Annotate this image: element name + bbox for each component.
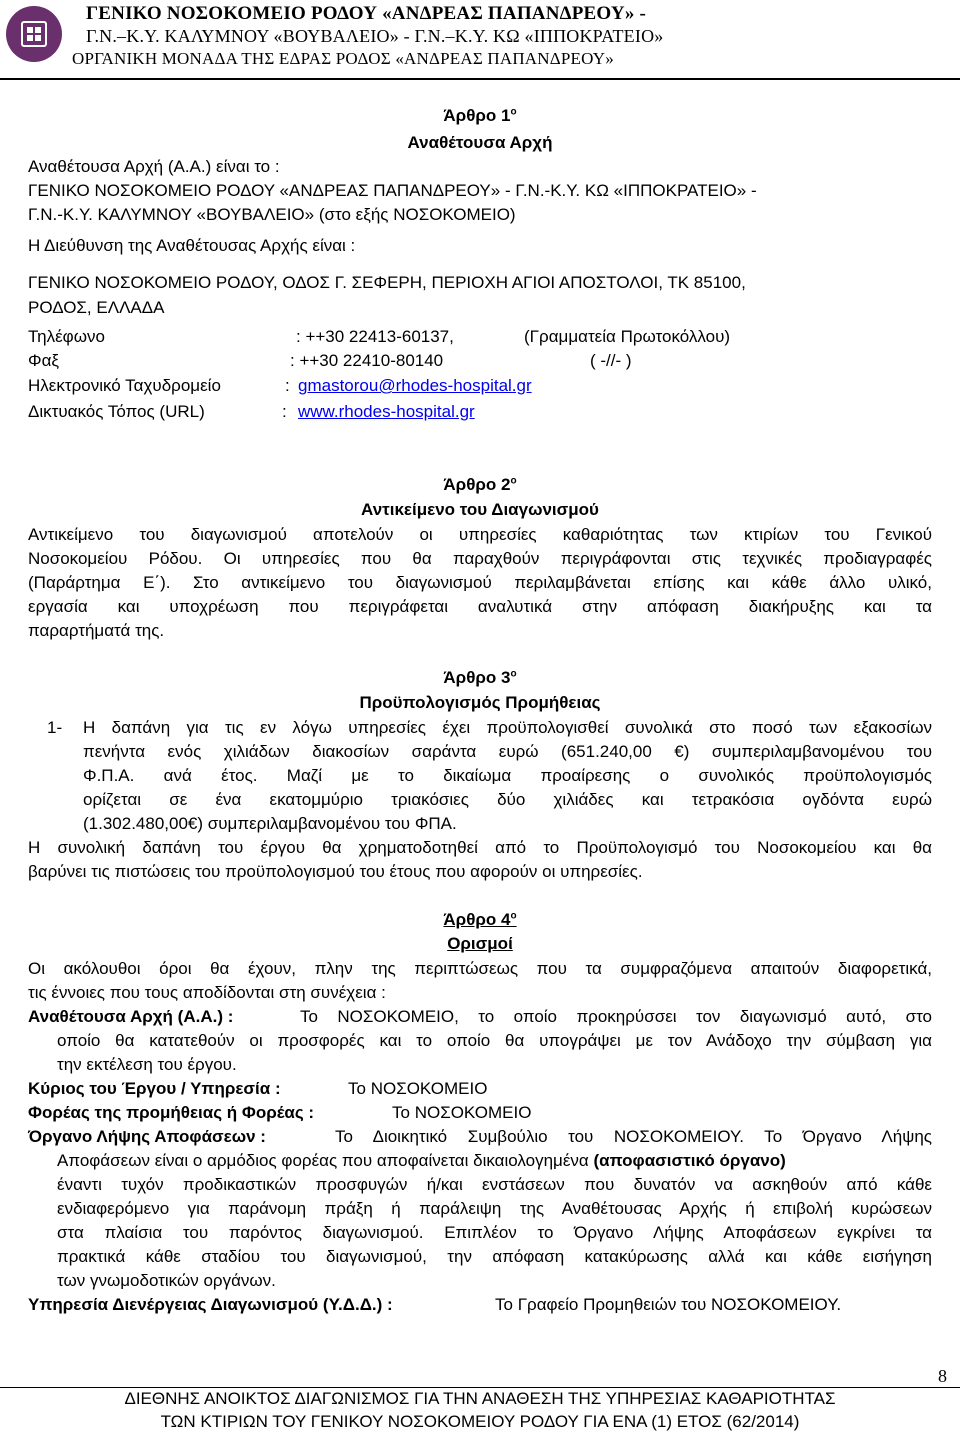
- def5-term: Υπηρεσία Διενέργειας Διαγωνισμού (Υ.Δ.Δ.) :: [28, 1295, 393, 1314]
- article3-line3: Φ.Π.Α. ανά έτος. Μαζί με το δικαίωμα προαίρεσης ο συνολικός προϋπολογισμός: [83, 766, 932, 785]
- footer-line-2: ΤΩΝ ΚΤΙΡΙΩΝ ΤΟΥ ΓΕΝΙΚΟΥ ΝΟΣΟΚΟΜΕΙΟΥ ΡΟΔΟΥ ΓΙΑ ΕΝΑ (1) ΕΤΟΣ (62/2014): [160, 1412, 800, 1431]
- article2-para-line1: Αντικείμενο του διαγωνισμού αποτελούν οι υπηρεσίες καθαριότητας των κτιρίων του Γενικού: [28, 525, 932, 544]
- def4-line1: Το Διοικητικό Συμβούλιο του ΝΟΣΟΚΟΜΕΙΟΥ. Το Όργανο Λήψης: [335, 1127, 932, 1146]
- article2-para-line4: εργασία και υποχρέωση που περιγράφεται αναλυτικά στην απόφαση διακήρυξης και τα: [28, 597, 932, 616]
- article3-line4: ορίζεται σε ένα εκατομμύριο τριακόσιες δύο χιλιάδες και τετρακόσια ογδόντα ευρώ: [83, 790, 932, 809]
- article2-heading-ordinal: ο: [510, 475, 517, 487]
- def4-line2-text: Αποφάσεων είναι ο αρμόδιος φορέας που αποφαίνεται δικαιολογημένα: [57, 1151, 589, 1170]
- def4-line7: των γνωμοδοτικών οργάνων.: [57, 1271, 276, 1290]
- article1-line4: Η Διεύθυνση της Αναθέτουσας Αρχής είναι :: [28, 236, 356, 255]
- article3-line5: (1.302.480,00€) συμπεριλαμβανομένου του ΦΠΑ.: [83, 814, 457, 833]
- header-rule: [0, 78, 960, 80]
- article2-para-line5: παραρτήματά της.: [28, 621, 165, 640]
- def3-text: Το ΝΟΣΟΚΟΜΕΙΟ: [392, 1103, 532, 1122]
- header-line-3: ΟΡΓΑΝΙΚΗ ΜΟΝΑΔΑ ΤΗΣ ΕΔΡΑΣ ΡΟΔΟΣ «ΑΝΔΡΕΑΣ ΠΑΠΑΝΔΡΕΟΥ»: [72, 49, 614, 68]
- fax-value: : ++30 22410-80140: [290, 351, 444, 370]
- article1-heading: Άρθρο $1^o$: [443, 106, 517, 125]
- article4-line2: τις έννοιες που τους αποδίδονται στη συνέχεια :: [28, 983, 386, 1002]
- def4-line4: ενδιαφερόμενο για παράνομη πράξη ή παράλειψη της Αναθέτουσας Αρχής ή επιβολή κυρώσεων: [57, 1199, 932, 1218]
- def3-term: Φορέας της προμήθειας ή Φορέας :: [28, 1103, 315, 1122]
- email-separator: :: [285, 376, 290, 395]
- header-line-1: ΓΕΝΙΚΟ ΝΟΣΟΚΟΜΕΙΟ ΡΟΔΟΥ «ΑΝΔΡΕΑΣ ΠΑΠΑΝΔΡΕΟΥ» -: [86, 3, 647, 24]
- article1-title: Αναθέτουσα Αρχή: [407, 133, 553, 152]
- article3-title: Προϋπολογισμός Προμήθειας: [359, 693, 601, 712]
- email-label: Ηλεκτρονικό Ταχυδρομείο: [28, 376, 221, 395]
- phone-value: : ++30 22413-60137,: [296, 327, 454, 346]
- article3-line7: βαρύνει τις πιστώσεις του προϋπολογισμού του έτους που αφορούν οι υπηρεσίες.: [28, 862, 643, 881]
- footer-rule: [0, 1387, 960, 1388]
- article2-heading: Άρθρο $2^o$: [443, 475, 517, 494]
- article4-line1: Οι ακόλουθοι όροι θα έχουν, πλην της περιπτώσεως που τα συμφραζόμενα απαιτούν διαφορετικά,: [28, 959, 932, 978]
- article2-para-line3: (Παράρτημα Ε΄). Στο αντικείμενο του διαγωνισμού περιλαμβάνεται επίσης και κάθε άλλο υλικό,: [28, 573, 932, 592]
- def4-line2: [57, 1151, 786, 1171]
- def4-term: Όργανο Λήψης Αποφάσεων :: [28, 1127, 266, 1146]
- def2-text: Το ΝΟΣΟΚΟΜΕΙΟ: [348, 1079, 488, 1098]
- article1-heading-ordinal: ο: [510, 106, 517, 118]
- def4-line3: έναντι τυχόν προδικαστικών προσφυγών ή/και ενστάσεων που δυνατόν να ασκηθούν από κάθε: [57, 1175, 932, 1194]
- fax-note: ( -//- ): [590, 351, 632, 370]
- def1-line1: Το ΝΟΣΟΚΟΜΕΙΟ, το οποίο προκηρύσσει τον διαγωνισμό αυτό, στο: [300, 1007, 932, 1026]
- def5-text: Το Γραφείο Προμηθειών του ΝΟΣΟΚΟΜΕΙΟΥ.: [495, 1295, 842, 1314]
- article2-para-line2: Νοσοκομείου Ρόδου. Οι υπηρεσίες που θα παραχθούν περιγράφονται στις τεχνικές προδιαγραφές: [28, 549, 932, 568]
- def4-line6: πρακτικά κάθε σταδίου του διαγωνισμού, την απόφαση κατακύρωσης αλλά και κάθε εισήγηση: [57, 1247, 932, 1266]
- phone-note: (Γραμματεία Πρωτοκόλλου): [524, 327, 731, 346]
- article3-line6: Η συνολική δαπάνη του έργου θα χρηματοδοτηθεί από το Προϋπολογισμό του Νοσοκομείου και θα: [28, 838, 932, 857]
- phone-label: Τηλέφωνο: [28, 327, 105, 346]
- url-label: Δικτυακός Τόπος (URL): [28, 402, 205, 421]
- footer-line-1: ΔΙΕΘΝΗΣ ΑΝΟΙΚΤΟΣ ΔΙΑΓΩΝΙΣΜΟΣ ΓΙΑ ΤΗΝ ΑΝΑΘΕΣΗ ΤΗΣ ΥΠΗΡΕΣΙΑΣ ΚΑΘΑΡΙΟΤΗΤΑΣ: [124, 1389, 836, 1408]
- url-separator: :: [282, 402, 287, 421]
- address-line2: ΡΟΔΟΣ, ΕΛΛΑΔΑ: [28, 298, 165, 317]
- def1-line3: την εκτέλεση του έργου.: [57, 1055, 237, 1074]
- article3-item-number: 1-: [47, 718, 63, 737]
- article3-line2: πενήντα ενός χιλιάδων διακοσίων σαράντα ευρώ (651.240,00 €) συμπεριλαμβανομένου του: [83, 742, 932, 761]
- address-line1: ΓΕΝΙΚΟ ΝΟΣΟΚΟΜΕΙΟ ΡΟΔΟΥ, ΟΔΟΣ Γ. ΣΕΦΕΡΗ, ΠΕΡΙΟΧΗ ΑΓΙΟΙ ΑΠΟΣΤΟΛΟΙ, ΤΚ 85100,: [28, 273, 746, 292]
- article4-title: Ορισμοί: [447, 934, 513, 953]
- def1-term: Αναθέτουσα Αρχή (Α.Α.) :: [28, 1007, 234, 1026]
- def1-line2: οποίο θα κατατεθούν οι προσφορές και το οποίο θα υπογράψει με τον Ανάδοχο την σύμβαση για: [57, 1031, 932, 1050]
- article4-heading: Άρθρο $4^o$: [443, 910, 517, 929]
- article1-line2: ΓΕΝΙΚΟ ΝΟΣΟΚΟΜΕΙΟ ΡΟΔΟΥ «ΑΝΔΡΕΑΣ ΠΑΠΑΝΔΡΕΟΥ» - Γ.Ν.-Κ.Υ. ΚΩ «ΙΠΠΟΚΡΑΤΕΙΟ» -: [28, 181, 757, 200]
- page-number: 8: [938, 1366, 947, 1386]
- website-link[interactable]: www.rhodes-hospital.gr: [298, 402, 475, 421]
- article1-line3: Γ.Ν.-Κ.Υ. ΚΑΛΥΜΝΟΥ «ΒΟΥΒΑΛΕΙΟ» (στο εξής ΝΟΣΟΚΟΜΕΙΟ): [28, 205, 516, 224]
- def4-line5: στα πλαίσια του παρόντος διαγωνισμού. Επιπλέον το Όργανο Λήψης Αποφάσεων εγκρίνει τα: [57, 1223, 932, 1242]
- hospital-logo-icon: [6, 6, 62, 62]
- email-link[interactable]: gmastorou@rhodes-hospital.gr: [298, 376, 532, 395]
- article2-title: Αντικείμενο του Διαγωνισμού: [361, 500, 599, 519]
- article1-line1: Αναθέτουσα Αρχή (Α.Α.) είναι το :: [28, 157, 280, 176]
- article3-line1: Η δαπάνη για τις εν λόγω υπηρεσίες έχει προϋπολογισθεί συνολικά στο ποσό των εξακοσίων: [83, 718, 932, 737]
- def4-line2-bold: (αποφασιστικό όργανο): [593, 1151, 786, 1170]
- def2-term: Κύριος του Έργου / Υπηρεσία :: [28, 1079, 281, 1098]
- header-line-2: Γ.Ν.–Κ.Υ. ΚΑΛΥΜΝΟΥ «ΒΟΥΒΑΛΕΙΟ» - Γ.Ν.–Κ.Υ. ΚΩ «ΙΠΠΟΚΡΑΤΕΙΟ»: [86, 26, 664, 46]
- article3-heading: Άρθρο $3^o$: [443, 668, 517, 687]
- article4-heading-ordinal: ο: [510, 910, 517, 922]
- fax-label: Φαξ: [28, 351, 60, 370]
- article3-heading-ordinal: ο: [510, 668, 517, 680]
